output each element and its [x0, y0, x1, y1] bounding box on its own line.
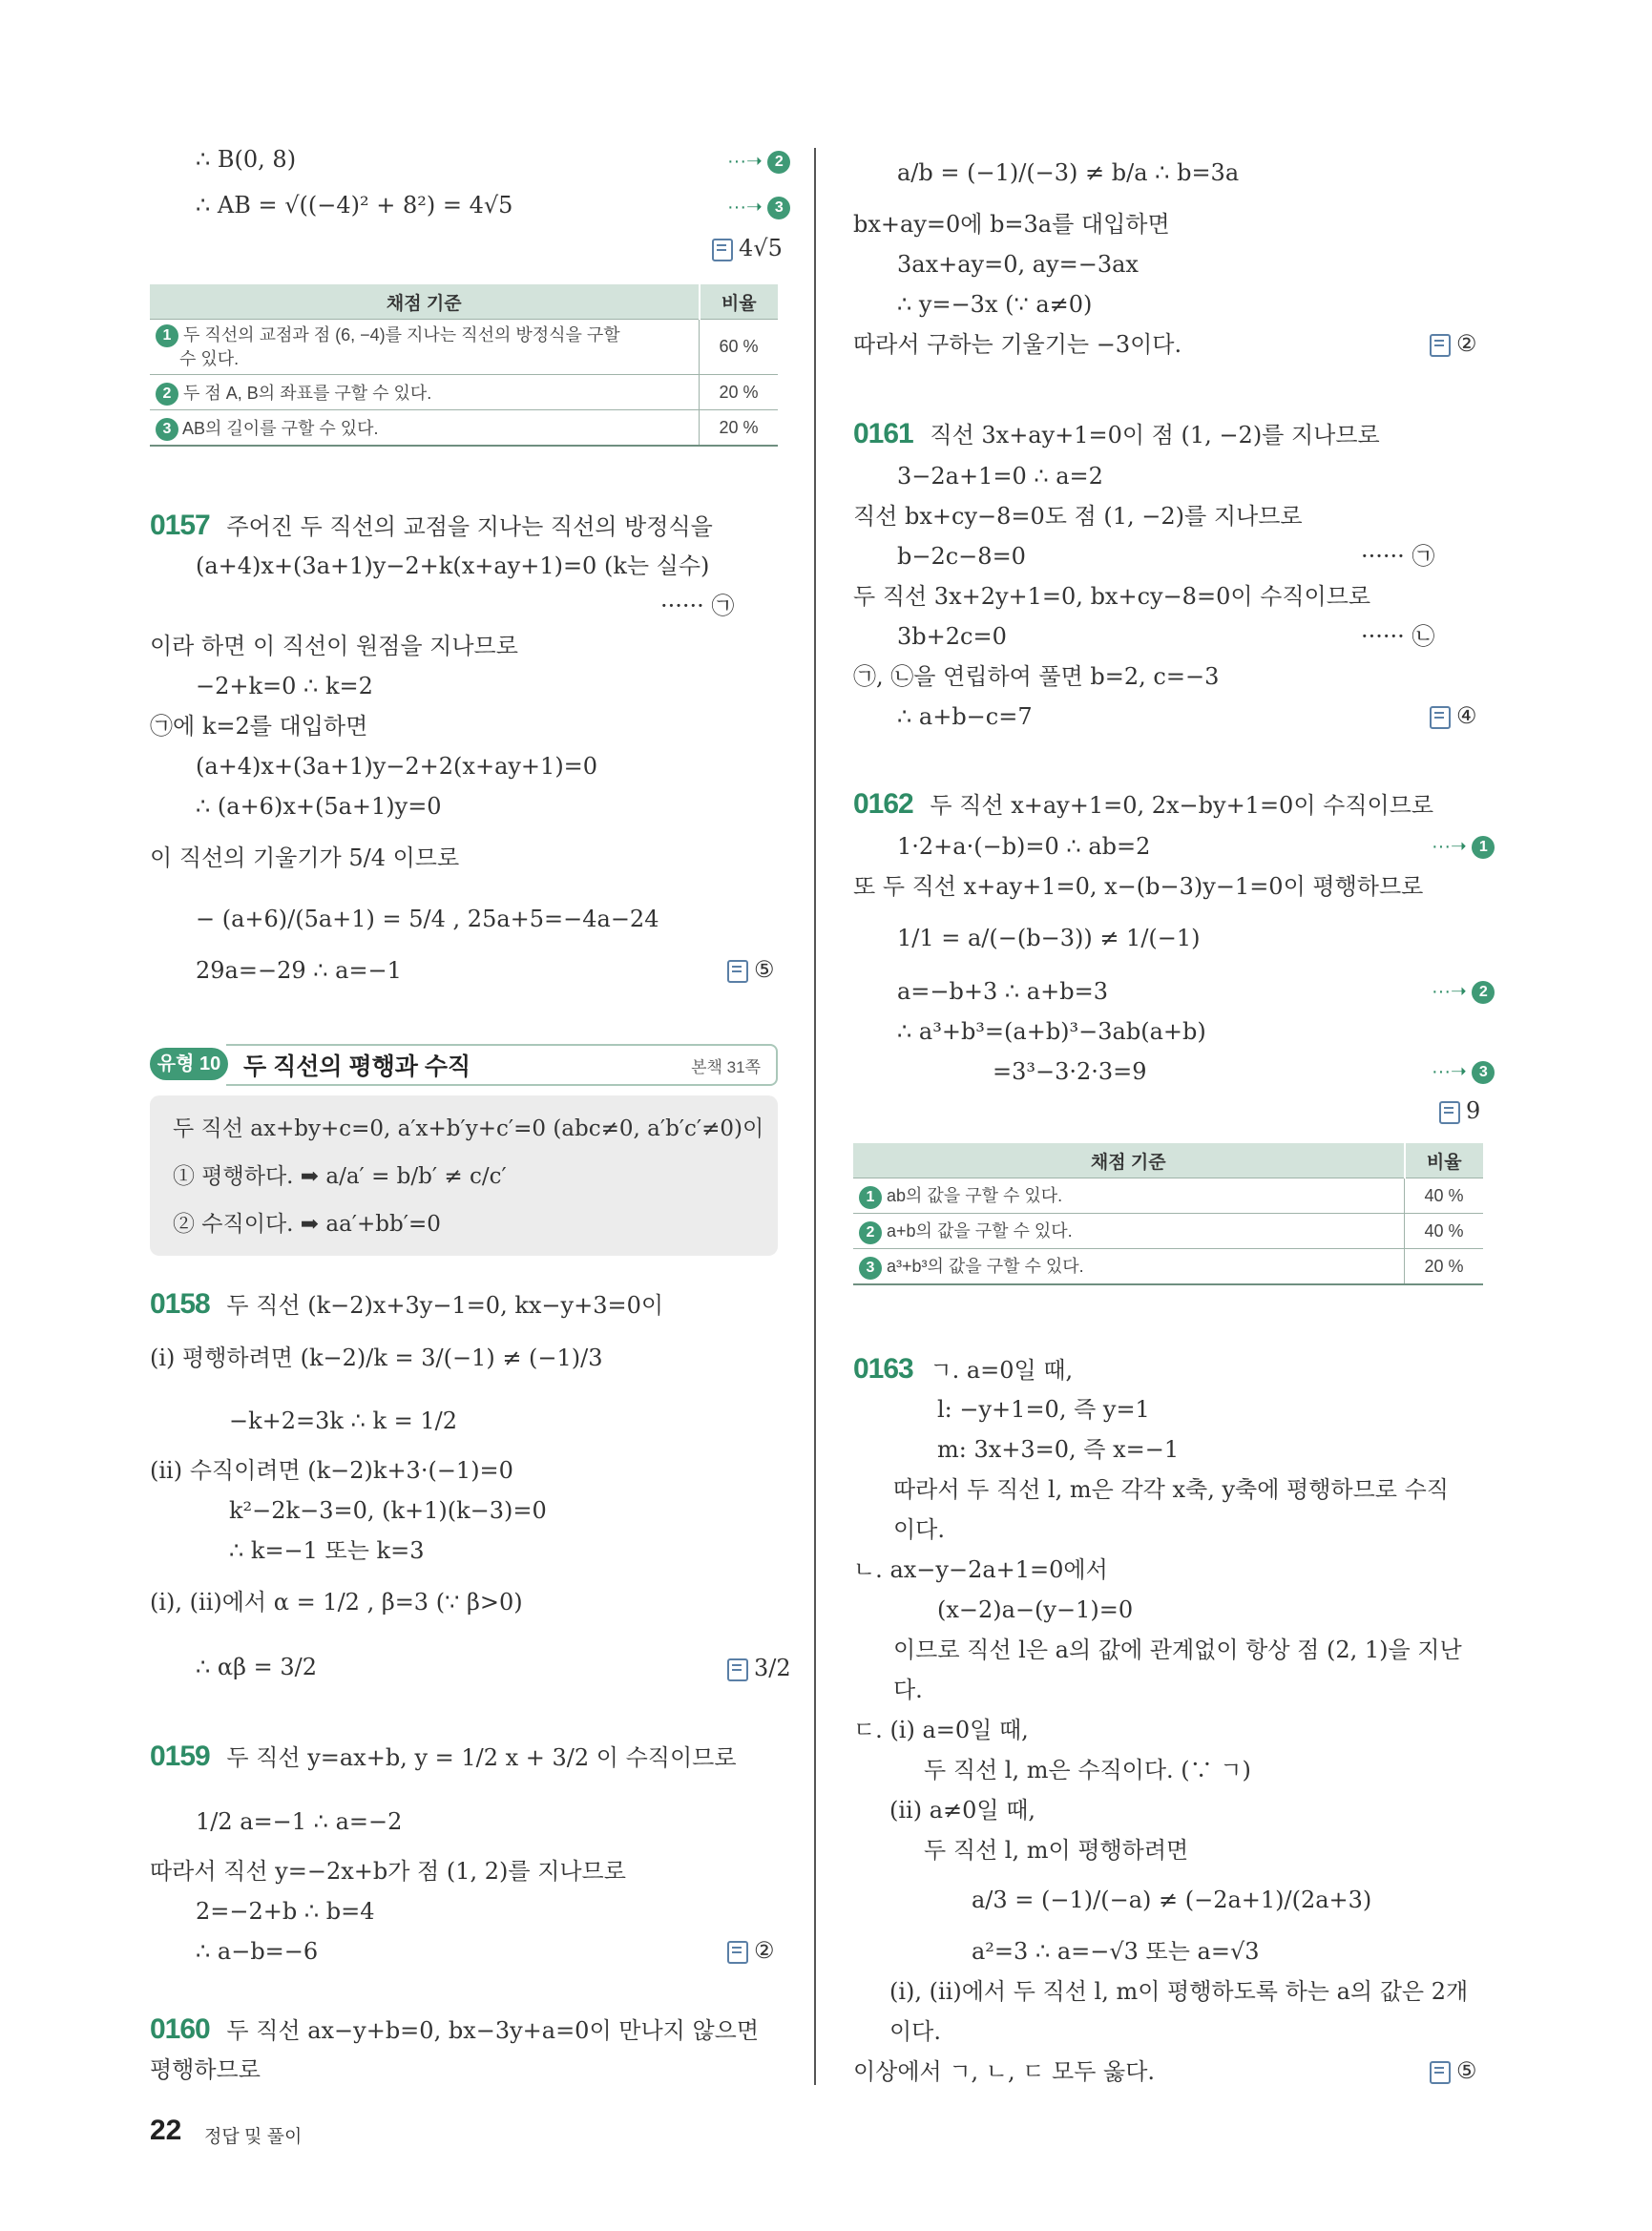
criteria-text: a+b의 값을 구할 수 있다. — [887, 1221, 1073, 1241]
page-number: 22 — [150, 2115, 182, 2146]
problem-0158 — [150, 1290, 663, 1320]
answer-value: ④ — [1456, 702, 1477, 729]
solution-line: b−2c−8=0 — [897, 543, 1026, 570]
solution-line: ∴ y=−3x (∵ a≠0) — [897, 291, 1093, 318]
table-row — [150, 320, 778, 375]
problem-number: 0159 — [150, 1741, 210, 1772]
scoring-header-criteria: 채점 기준 — [150, 284, 700, 320]
solution-line: 이라 하면 이 직선이 원점을 지나므로 — [150, 633, 518, 659]
step-number-icon: 2 — [859, 1221, 882, 1244]
answer — [1430, 2057, 1477, 2084]
solution-line: a/3 = (−1)/(−a) ≠ (−2a+1)/(2a+3) — [972, 1887, 1372, 1913]
criteria-text: ab의 값을 구할 수 있다. — [887, 1186, 1063, 1206]
criteria-text: 두 직선의 교점과 점 (6, −4)를 지나는 직선의 방정식을 구할 — [183, 325, 620, 344]
criteria-text: a³+b³의 값을 구할 수 있다. — [887, 1257, 1084, 1277]
answer-icon — [727, 960, 748, 983]
solution-line: (ii) 수직이려면 (k−2)k+3·(−1)=0 — [150, 1457, 513, 1484]
problem-number: 0158 — [150, 1288, 210, 1320]
answer-value: 9 — [1466, 1097, 1481, 1124]
solution-line: 두 직선 x+ay+1=0, 2x−by+1=0이 수직이므로 — [930, 792, 1434, 819]
step-marker: ···➝ 3 — [727, 195, 790, 219]
solution-line: −k+2=3k ∴ k = 1/2 — [229, 1407, 458, 1434]
solution-line: 주어진 두 직선의 교점을 지나는 직선의 방정식을 — [226, 513, 713, 540]
solution-line: 두 직선 l, m이 평행하려면 — [924, 1837, 1189, 1864]
solution-line: 이므로 직선 l은 a의 값에 관계없이 항상 점 (2, 1)을 지난 — [893, 1637, 1462, 1663]
type-title: 두 직선의 평행과 수직 — [243, 1053, 471, 1080]
solution-line: 따라서 두 직선 l, m은 각각 x축, y축에 평행하므로 수직 — [893, 1476, 1449, 1503]
problem-0160 — [150, 2015, 759, 2045]
answer — [727, 956, 775, 983]
step-number-icon: 3 — [767, 197, 790, 219]
solution-line: k²−2k−3=0, (k+1)(k−3)=0 — [229, 1497, 547, 1524]
problem-number: 0162 — [853, 788, 913, 820]
solution-line: 29a=−29 ∴ a=−1 — [196, 957, 402, 984]
step-number-icon: 1 — [1472, 836, 1495, 859]
type-badge: 유형 10 — [150, 1048, 228, 1080]
answer-value: ⑤ — [754, 956, 775, 983]
solution-line: 두 직선 ax−y+b=0, bx−3y+a=0이 만나지 않으면 — [226, 2017, 759, 2044]
type-header — [150, 1044, 778, 1084]
type-note-box — [150, 1095, 778, 1256]
solution-line: (a+4)x+(3a+1)y−2+k(x+ay+1)=0 (k는 실수) — [196, 553, 710, 579]
column-divider — [814, 148, 816, 2085]
answer-value: ② — [1456, 330, 1477, 357]
problem-0161 — [853, 420, 1380, 449]
solution-line: (x−2)a−(y−1)=0 — [937, 1596, 1134, 1623]
scoring-table — [853, 1143, 1483, 1285]
solution-line: m: 3x+3=0, 즉 x=−1 — [937, 1436, 1180, 1463]
solution-line: 3ax+ay=0, ay=−3ax — [897, 251, 1139, 278]
solution-line: a=−b+3 ∴ a+b=3 — [897, 978, 1108, 1005]
solution-line: 1/1 = a/(−(b−3)) ≠ 1/(−1) — [897, 925, 1201, 951]
criteria-text: 두 점 A, B의 좌표를 구할 수 있다. — [183, 383, 432, 403]
answer — [727, 1655, 791, 1681]
solution-line: ∴ a+b−c=7 — [897, 703, 1033, 730]
solution-line: 3b+2c=0 — [897, 623, 1007, 650]
table-row — [853, 1178, 1483, 1214]
step-marker: ···➝ 1 — [1432, 834, 1495, 859]
solution-line: ∴ (a+6)x+(5a+1)y=0 — [196, 793, 442, 820]
solution-line: 두 직선 l, m은 수직이다. (∵ ㄱ) — [924, 1757, 1251, 1783]
step-marker: ···➝ 2 — [727, 149, 790, 174]
solution-line: − (a+6)/(5a+1) = 5/4 , 25a+5=−4a−24 — [196, 906, 659, 932]
solution-line: 또 두 직선 x+ay+1=0, x−(b−3)y−1=0이 평행하므로 — [853, 873, 1424, 900]
answer-icon — [1439, 1101, 1460, 1124]
solution-line: ㄷ. (i) a=0일 때, — [853, 1717, 1029, 1743]
answer-value: 3/2 — [754, 1655, 791, 1681]
solution-line: 3−2a+1=0 ∴ a=2 — [897, 463, 1103, 490]
solution-line: 1/2 a=−1 ∴ a=−2 — [196, 1808, 403, 1835]
answer-value: ⑤ — [1456, 2057, 1477, 2084]
note-line: 두 직선 ax+by+c=0, a′x+b′y+c′=0 (abc≠0, a′b′c′≠0)이 — [173, 1116, 764, 1141]
footer-label: 정답 및 풀이 — [204, 2127, 303, 2147]
solution-line: (i), (ii)에서 두 직선 l, m이 평행하도록 하는 a의 값은 2개 — [889, 1978, 1469, 2005]
solution-line: 이다. — [893, 1516, 945, 1543]
solution-line: (i) 평행하려면 (k−2)/k = 3/(−1) ≠ (−1)/3 — [150, 1345, 603, 1371]
solution-line: 두 직선 (k−2)x+3y−1=0, kx−y+3=0이 — [226, 1292, 664, 1319]
problem-0163 — [853, 1355, 1073, 1385]
table-row — [150, 375, 778, 410]
solution-line: bx+ay=0에 b=3a를 대입하면 — [853, 211, 1170, 238]
problem-0162 — [853, 790, 1433, 820]
step-number-icon: 3 — [859, 1257, 882, 1280]
solution-line: 2=−2+b ∴ b=4 — [196, 1898, 375, 1925]
solution-line: 따라서 직선 y=−2x+b가 점 (1, 2)를 지나므로 — [150, 1858, 626, 1885]
scoring-header-ratio: 비율 — [1405, 1143, 1484, 1178]
solution-line: l: −y+1=0, 즉 y=1 — [937, 1396, 1150, 1423]
ratio-cell: 40 % — [1405, 1214, 1484, 1249]
scoring-header-ratio: 비율 — [700, 284, 779, 320]
answer-icon — [727, 1658, 748, 1681]
solution-line: ㉠, ㉡을 연립하여 풀면 b=2, c=−3 — [853, 663, 1220, 690]
answer-icon — [1430, 2061, 1451, 2084]
solution-line: ∴ a³+b³=(a+b)³−3ab(a+b) — [897, 1018, 1206, 1045]
ratio-cell: 20 % — [700, 375, 779, 410]
table-row — [853, 1249, 1483, 1285]
solution-line: −2+k=0 ∴ k=2 — [196, 673, 373, 699]
answer — [1439, 1097, 1480, 1124]
step-number-icon: 3 — [156, 418, 178, 441]
solution-line: ∴ αβ = 3/2 — [196, 1654, 317, 1680]
answer-value: ② — [754, 1937, 775, 1964]
solution-line: ∴ k=−1 또는 k=3 — [229, 1537, 425, 1564]
ratio-cell: 40 % — [1405, 1178, 1484, 1214]
table-row — [150, 410, 778, 447]
answer-value: 4√5 — [739, 235, 783, 261]
solution-line: (i), (ii)에서 α = 1/2 , β=3 (∵ β>0) — [150, 1589, 523, 1616]
solution-line: 두 직선 3x+2y+1=0, bx+cy−8=0이 수직이므로 — [853, 583, 1371, 610]
criteria-text: 수 있다. — [179, 349, 240, 369]
step-number-icon: 1 — [156, 324, 178, 347]
ratio-cell: 20 % — [700, 410, 779, 447]
solution-line: 1·2+a·(−b)=0 ∴ ab=2 — [897, 833, 1151, 860]
equation-tag: ······ ㉡ — [1361, 623, 1435, 650]
answer-icon — [727, 1941, 748, 1964]
step-number-icon: 2 — [156, 383, 178, 406]
answer-icon — [712, 239, 733, 261]
ratio-cell: 20 % — [1405, 1249, 1484, 1285]
solution-line: 이상에서 ㄱ, ㄴ, ㄷ 모두 옳다. — [853, 2058, 1156, 2085]
answer — [712, 235, 783, 261]
step-marker: ···➝ 3 — [1432, 1059, 1495, 1084]
step-number-icon: 3 — [1472, 1061, 1495, 1084]
note-line: ② 수직이다. ➡ aa′+bb′=0 — [173, 1212, 441, 1237]
problem-number: 0161 — [853, 418, 913, 449]
scoring-header-criteria: 채점 기준 — [853, 1143, 1405, 1178]
solution-line: ㄴ. ax−y−2a+1=0에서 — [853, 1556, 1108, 1583]
step-marker: ···➝ 2 — [1432, 979, 1495, 1004]
solution-line: 다. — [893, 1677, 923, 1703]
step-number-icon: 1 — [859, 1186, 882, 1209]
problem-number: 0163 — [853, 1353, 913, 1385]
equation-tag: ······ ㉠ — [660, 593, 735, 619]
solution-line: (ii) a≠0일 때, — [889, 1797, 1036, 1824]
answer — [1430, 702, 1477, 729]
answer — [727, 1937, 775, 1964]
type-reference: 본책 31쪽 — [691, 1058, 761, 1076]
solution-line: (a+4)x+(3a+1)y−2+2(x+ay+1)=0 — [196, 753, 598, 780]
problem-0159 — [150, 1742, 737, 1772]
equation-tag: ······ ㉠ — [1361, 543, 1435, 570]
solution-line: ㉠에 k=2를 대입하면 — [150, 713, 368, 740]
answer-icon — [1430, 334, 1451, 357]
solution-line: a/b = (−1)/(−3) ≠ b/a ∴ b=3a — [897, 159, 1240, 186]
solution-line: ∴ AB = √((−4)² + 8²) = 4√5 — [196, 192, 513, 219]
problem-number: 0157 — [150, 510, 210, 541]
problem-0157 — [150, 511, 713, 541]
problem-number: 0160 — [150, 2013, 210, 2045]
scoring-table — [150, 284, 778, 447]
step-number-icon: 2 — [1472, 981, 1495, 1004]
ratio-cell: 60 % — [700, 320, 779, 375]
solution-line: 따라서 구하는 기울기는 −3이다. — [853, 331, 1182, 358]
solution-line: =3³−3·2·3=9 — [993, 1058, 1147, 1085]
step-number-icon: 2 — [767, 151, 790, 174]
solution-line: ∴ a−b=−6 — [196, 1938, 319, 1965]
solution-line: ㄱ. a=0일 때, — [930, 1357, 1074, 1384]
solution-line: 평행하므로 — [150, 2056, 261, 2083]
solution-line: a²=3 ∴ a=−√3 또는 a=√3 — [972, 1938, 1260, 1965]
criteria-text: AB의 길이를 구할 수 있다. — [182, 418, 379, 438]
solution-line: 이다. — [889, 2018, 941, 2045]
solution-line: 직선 3x+ay+1=0이 점 (1, −2)를 지나므로 — [930, 422, 1380, 448]
solution-line: 이 직선의 기울기가 5/4 이므로 — [150, 844, 460, 871]
solution-line: ∴ B(0, 8) — [196, 146, 297, 173]
note-line: ① 평행하다. ➡ a/a′ = b/b′ ≠ c/c′ — [173, 1164, 507, 1189]
solution-line: 두 직선 y=ax+b, y = 1/2 x + 3/2 이 수직이므로 — [226, 1744, 737, 1771]
answer-icon — [1430, 706, 1451, 729]
solution-line: 직선 bx+cy−8=0도 점 (1, −2)를 지나므로 — [853, 503, 1303, 530]
answer — [1430, 330, 1477, 357]
table-row — [853, 1214, 1483, 1249]
